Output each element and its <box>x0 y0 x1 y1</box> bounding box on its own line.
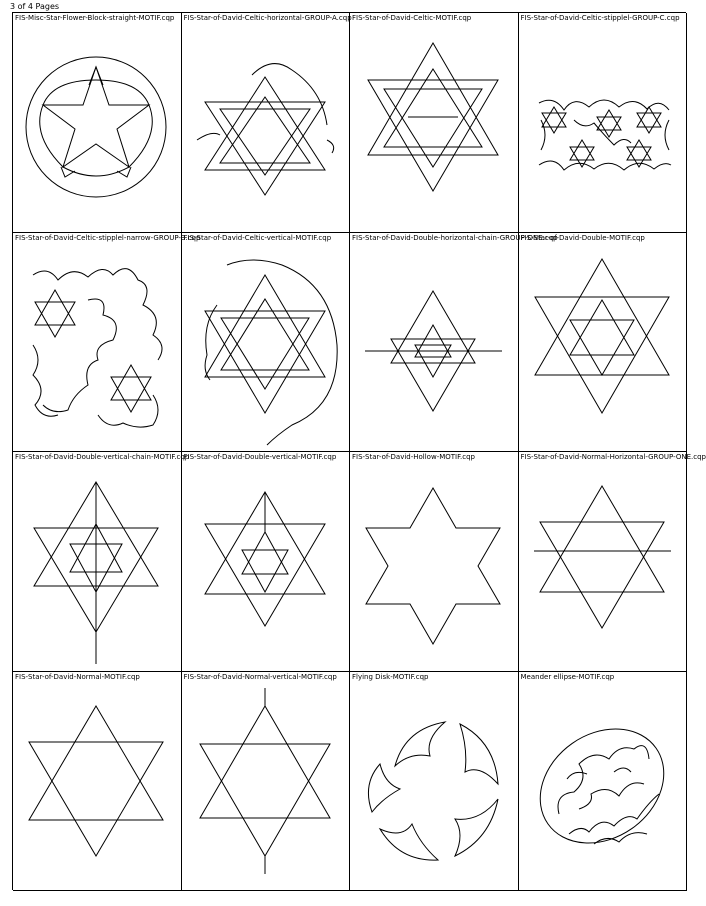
motif-label: FIS-Star-of-David-Celtic-horizontal-GROUP-A.cqp <box>183 14 352 22</box>
page-header: 3 of 4 Pages <box>10 2 60 11</box>
motif-label: Meander ellipse-MOTIF.cqp <box>520 672 615 681</box>
motif-label: FIS-Star-of-David-Normal-vertical-MOTIF.cqp <box>183 672 337 681</box>
celtic-star-icon <box>350 25 517 230</box>
motif-label: FIS-Star-of-David-Double-horizontal-chain-GROUP-ONE.cqp <box>352 233 558 242</box>
hollow-star-icon <box>350 464 517 669</box>
motif-cell[interactable] <box>519 452 706 672</box>
motif-cell[interactable] <box>182 233 351 453</box>
celtic-stipple-group-c-icon <box>519 25 686 230</box>
motif-cell[interactable] <box>350 13 519 233</box>
motif-label: FIS-Star-of-David-Celtic-MOTIF.cqp <box>352 14 472 22</box>
flying-disk-icon <box>350 684 517 889</box>
star-flower-circle-icon <box>13 25 180 230</box>
motif-label: FIS-Star-of-David-Double-vertical-MOTIF.cqp <box>183 453 337 461</box>
normal-star-horizontal-icon <box>519 464 686 669</box>
motif-cell[interactable] <box>13 672 182 892</box>
normal-star-vertical-icon <box>182 684 349 889</box>
motif-label: FIS-Misc-Star-Flower-Block-straight-MOTIF.cqp <box>15 14 175 22</box>
motif-label: FIS-Star-of-David-Celtic-vertical-MOTIF.cqp <box>183 233 332 242</box>
double-star-icon <box>519 245 686 450</box>
motif-label: FIS-Star-of-David-Normal-Horizontal-GROUP-ONE.cqp <box>520 453 706 461</box>
motif-label: FIS-Star-of-David-Hollow-MOTIF.cqp <box>352 453 475 461</box>
celtic-stipple-narrow-icon <box>13 245 180 450</box>
motif-label: FIS-Star-of-David-Double-MOTIF.cqp <box>520 233 645 242</box>
celtic-star-horizontal-icon <box>182 25 349 230</box>
motif-label: FIS-Star-of-David-Celtic-stipplel-GROUP-C.cqp <box>520 14 680 22</box>
double-star-vertical-chain-icon <box>13 464 180 669</box>
motif-cell[interactable] <box>350 672 519 892</box>
motif-cell[interactable] <box>182 13 351 233</box>
meander-ellipse-icon <box>519 684 686 889</box>
motif-grid <box>12 12 706 890</box>
motif-label: Flying Disk-MOTIF.cqp <box>352 672 429 681</box>
motif-label: FIS-Star-of-David-Normal-MOTIF.cqp <box>15 672 140 681</box>
motif-cell[interactable] <box>519 672 688 892</box>
motif-cell[interactable] <box>182 452 351 672</box>
normal-star-icon <box>13 684 180 889</box>
motif-cell[interactable] <box>13 233 201 453</box>
motif-cell[interactable] <box>519 13 688 233</box>
motif-cell[interactable] <box>13 452 190 672</box>
celtic-star-vertical-icon <box>182 245 349 450</box>
motif-cell[interactable] <box>350 452 519 672</box>
motif-cell[interactable] <box>350 233 558 453</box>
double-star-horizontal-chain-icon <box>350 245 517 450</box>
motif-label: FIS-Star-of-David-Celtic-stipplel-narrow-GROUP-B.cqp <box>15 233 201 242</box>
motif-cell[interactable] <box>519 233 688 453</box>
double-star-vertical-icon <box>182 464 349 669</box>
motif-cell[interactable] <box>182 672 351 892</box>
motif-cell[interactable] <box>13 13 182 233</box>
motif-label: FIS-Star-of-David-Double-vertical-chain-MOTIF.cqp <box>15 453 190 461</box>
